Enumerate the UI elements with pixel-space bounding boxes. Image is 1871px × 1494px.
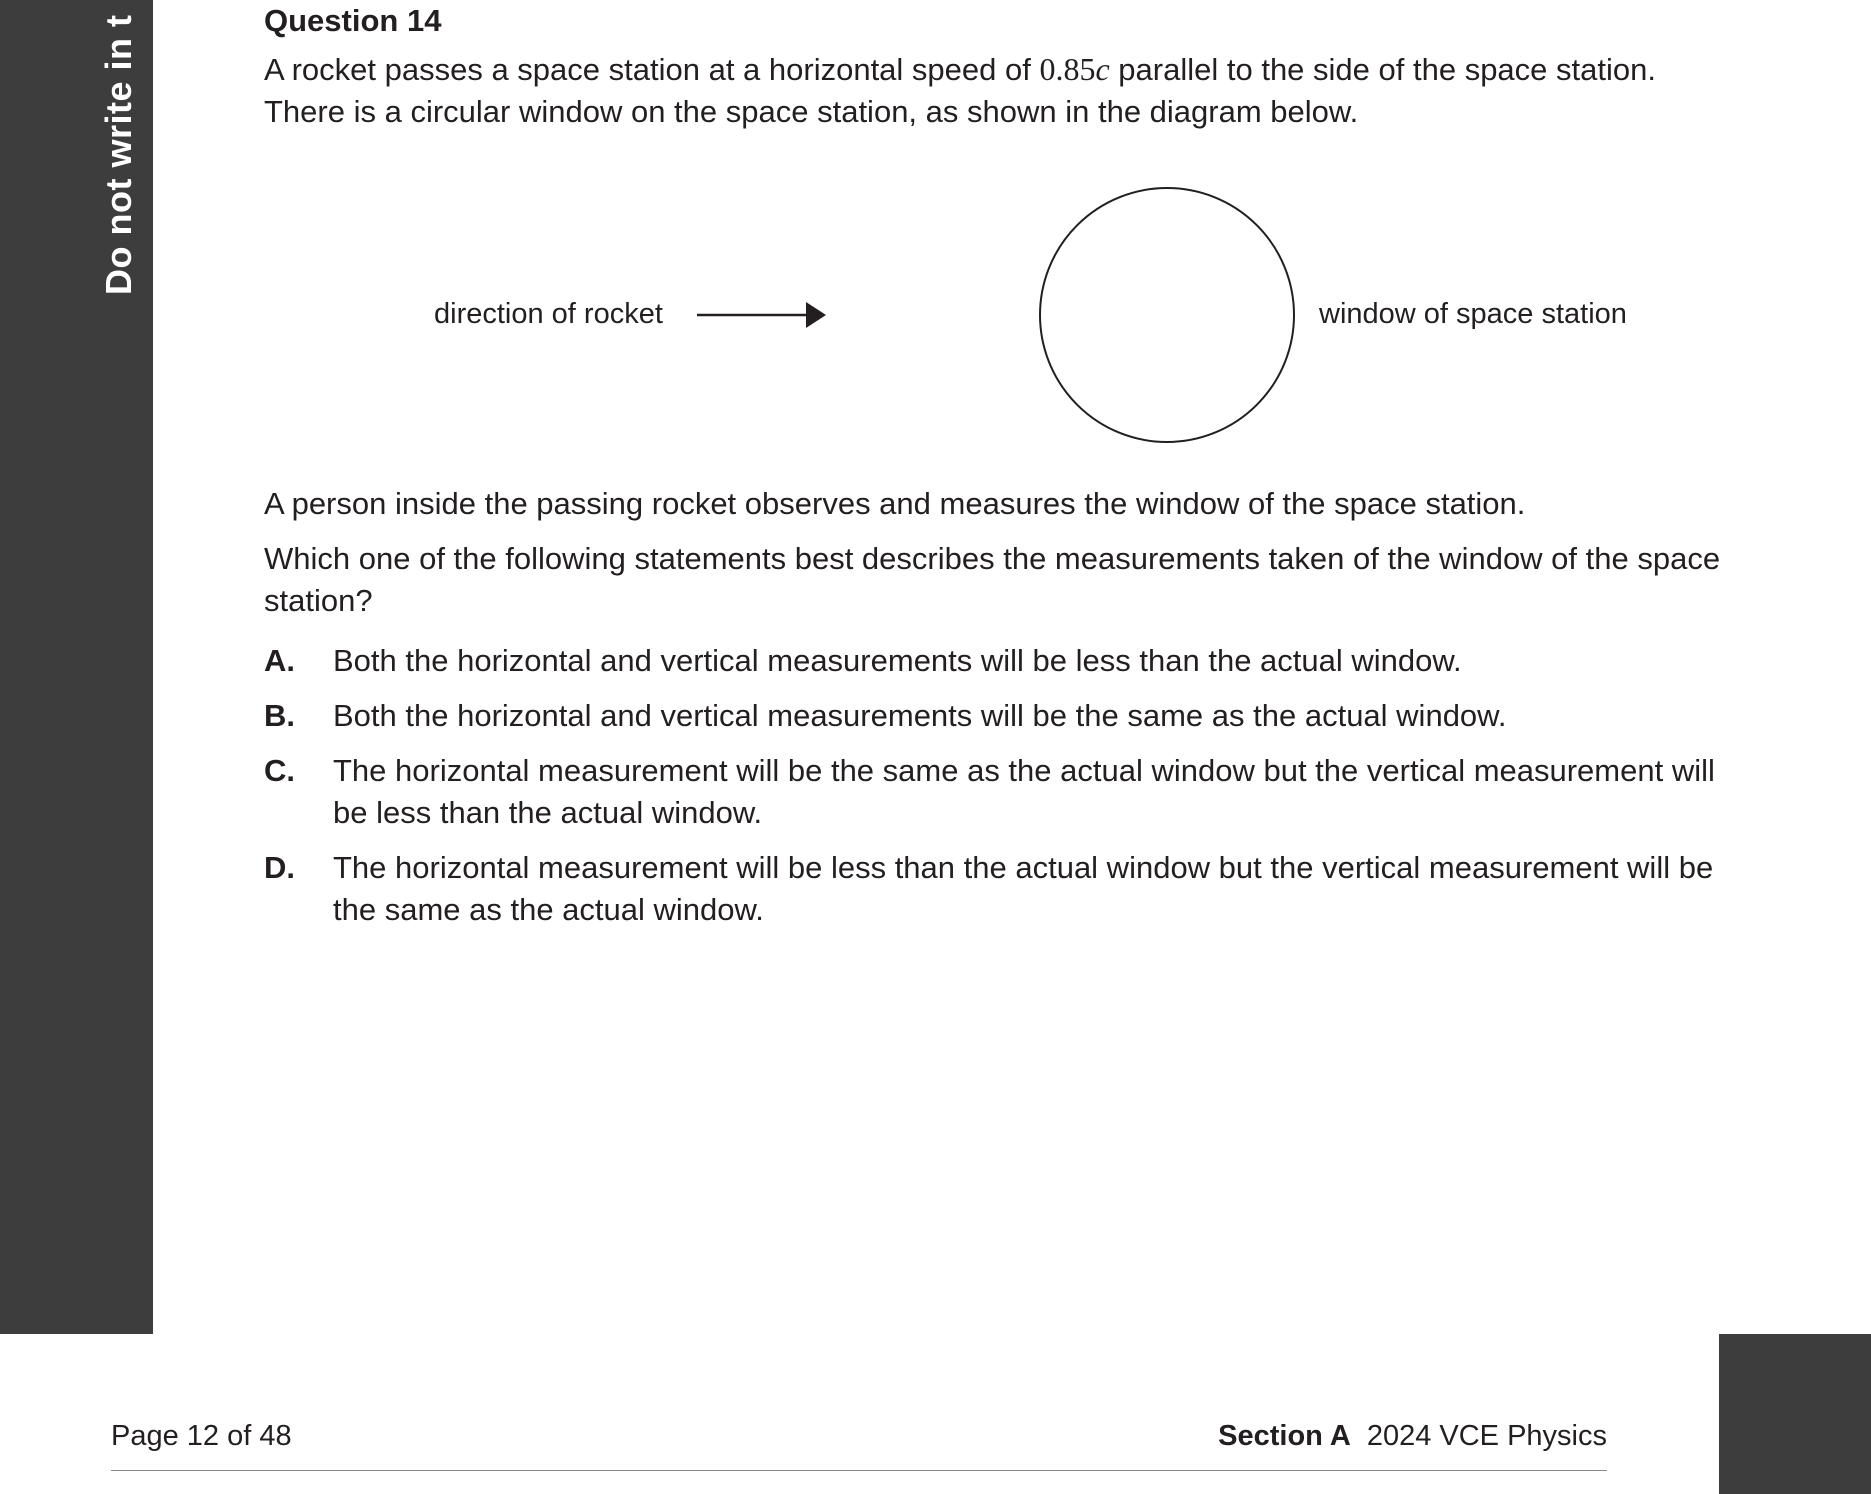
page-number: Page 12 of 48 xyxy=(111,1420,292,1452)
option-text: Both the horizontal and vertical measurements will be the same as the actual window. xyxy=(333,698,1507,733)
question-intro xyxy=(264,48,1744,133)
sidebar-warning-text: Do not write in t xyxy=(98,14,139,295)
footer-section-info xyxy=(1218,1422,1607,1451)
option-text: The horizontal measurement will be less than the actual window but the vertical measurement will be the same as the actual window. xyxy=(333,850,1714,927)
footer-subject: 2024 VCE Physics xyxy=(1366,1420,1607,1452)
rocket-direction-arrow-head xyxy=(806,302,826,328)
window-label: window of space station xyxy=(1319,298,1627,330)
option-text: Both the horizontal and vertical measurements will be less than the actual window. xyxy=(333,643,1462,678)
footer-divider xyxy=(111,1470,1607,1471)
intro-text-end: parallel to the side of the space station. xyxy=(1109,52,1656,87)
option-letter: B. xyxy=(264,698,295,733)
speed-number: 0.85 xyxy=(1039,51,1096,87)
intro-text-start: A rocket passes a space station at a horizontal speed of xyxy=(264,52,1040,87)
option-letter: A. xyxy=(264,643,295,678)
question-prompt: Which one of the following statements best describes the measurements taken of the window of the space station? xyxy=(264,541,1721,618)
space-station-window xyxy=(1040,188,1294,442)
option-text: The horizontal measurement will be the same as the actual window but the vertical measurement will be less than the actual window. xyxy=(333,753,1715,830)
speed-unit: c xyxy=(1095,51,1110,87)
footer-section: Section A xyxy=(1218,1420,1351,1452)
question-title: Question 14 xyxy=(264,3,442,38)
option-letter: D. xyxy=(264,850,295,885)
observation-text: A person inside the passing rocket observes and measures the window of the space station. xyxy=(264,486,1526,521)
rocket-direction-label: direction of rocket xyxy=(434,298,663,330)
option-letter: C. xyxy=(264,753,295,788)
corner-block xyxy=(1719,1334,1871,1494)
window-diagram xyxy=(0,150,1871,450)
speed-value xyxy=(1039,51,1109,87)
intro-line-2: There is a circular window on the space station, as shown in the diagram below. xyxy=(264,94,1359,129)
